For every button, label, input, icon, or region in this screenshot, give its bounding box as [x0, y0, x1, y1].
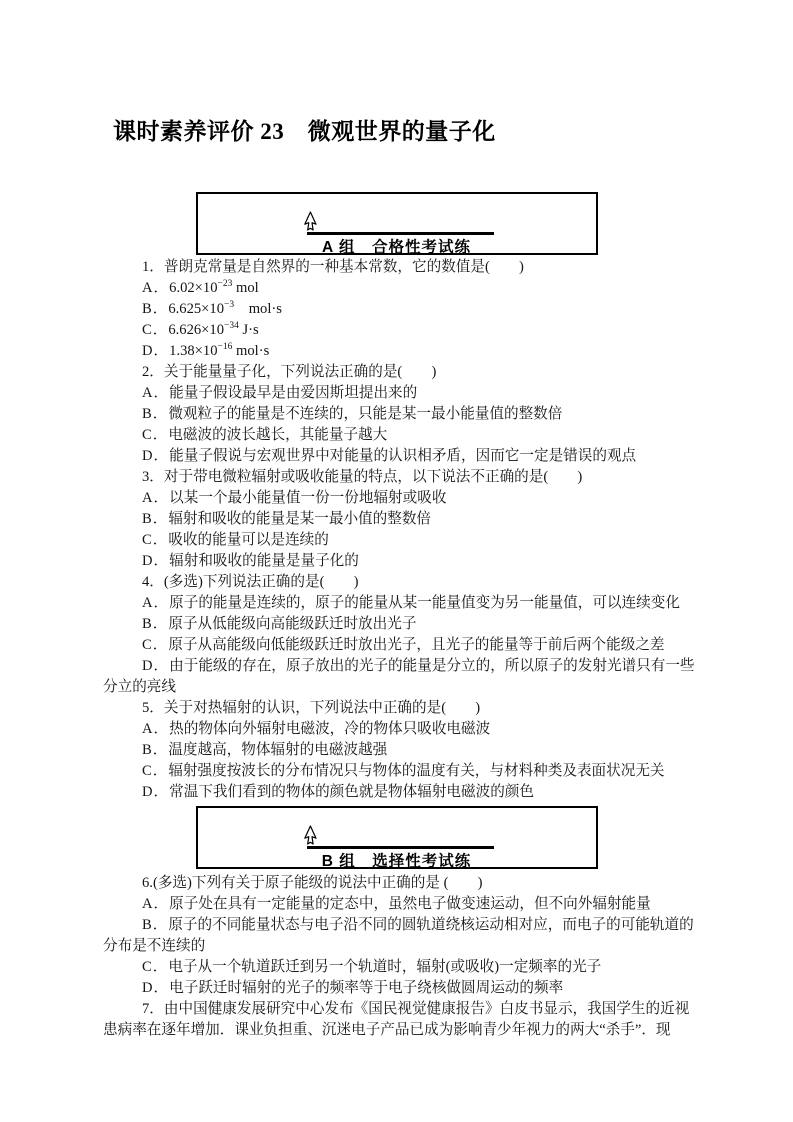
- option-value: 6.626×10: [168, 322, 224, 338]
- question-6-option-b: [103, 915, 699, 957]
- question-1-option-a: [103, 278, 699, 299]
- exponent: −16: [217, 342, 233, 353]
- question-5-option-b: [103, 740, 699, 761]
- option-label: C．: [142, 427, 169, 443]
- option-text: 温度越高，物体辐射的电磁波越强: [168, 742, 388, 758]
- option-text: 原子处在具有一定能量的定态中，虽然电子做变速运动，但不向外辐射能量: [169, 896, 651, 912]
- question-text: (多选)下列说法正确的是( ): [163, 574, 359, 590]
- option-text: 辐射和吸收的能量是某一最小值的整数倍: [168, 511, 432, 527]
- option-label: C．: [142, 532, 169, 548]
- question-number: 4．: [142, 574, 164, 590]
- option-label: B．: [142, 742, 169, 758]
- question-3-option-d: [103, 551, 699, 572]
- option-label: B．: [142, 616, 169, 632]
- exponent: −23: [217, 279, 233, 290]
- option-text: 原子的不同能量状态与电子沿不同的圆轨道绕核运动相对应，而电子的可能轨道的分布是不连续的: [103, 917, 694, 954]
- option-label: B．: [142, 511, 169, 527]
- option-label: B．: [142, 301, 169, 317]
- option-text: 微观粒子的能量是不连续的，只能是某一最小能量值的整数倍: [168, 406, 563, 422]
- option-label: C．: [142, 959, 169, 975]
- question-text: 关于能量量子化，下列说法正确的是( ): [163, 364, 437, 380]
- cursor-arrow-icon: [304, 825, 318, 846]
- question-4-option-b: [103, 614, 699, 635]
- question-2-option-a: [103, 383, 699, 404]
- question-text: 关于对热辐射的认识，下列说法中正确的是( ): [163, 700, 481, 716]
- option-text: 能量子假说与宏观世界中对能量的认识相矛盾，因而它一定是错误的观点: [169, 448, 637, 464]
- question-2-option-c: [103, 425, 699, 446]
- option-label: A．: [142, 595, 170, 611]
- option-label: D．: [142, 343, 170, 359]
- option-label: B．: [142, 406, 169, 422]
- exponent: −3: [224, 300, 235, 311]
- exponent: −34: [224, 321, 239, 332]
- question-text: 由中国健康发展研究中心发布《国民视觉健康报告》白皮书显示，我国学生的近视患病率在逐年增加．课业负担重、沉迷电子产品已成为影响青少年视力的两大“杀手”．现: [103, 1001, 690, 1038]
- question-2-option-b: [103, 404, 699, 425]
- page-title: 课时素养评价 23 微观世界的量子化: [113, 119, 496, 144]
- option-label: A．: [142, 896, 170, 912]
- question-5-option-a: [103, 719, 699, 740]
- option-label: A．: [142, 280, 170, 296]
- question-1-stem: [103, 257, 699, 278]
- option-text: 由于能级的存在，原子放出的光子的能量是分立的，所以原子的发射光谱只有一些分立的亮线: [103, 658, 695, 695]
- option-text: 原子从高能级向低能级跃迁时放出光子，且光子的能量等于前后两个能级之差: [168, 637, 665, 653]
- option-text: 电子跃迁时辐射的光子的频率等于电子绕核做圆周运动的频率: [169, 980, 564, 996]
- question-6-option-c: [103, 957, 699, 978]
- option-unit: mol·s: [234, 301, 282, 317]
- question-text: 对于带电微粒辐射或吸收能量的特点，以下说法不正确的是( ): [163, 469, 583, 485]
- option-label: B．: [142, 917, 169, 933]
- option-text: 原子的能量是连续的，原子的能量从某一能量值变为另一能量值，可以连续变化: [169, 595, 680, 611]
- option-label: C．: [142, 763, 169, 779]
- question-2-option-d: [103, 446, 699, 467]
- option-text: 电磁波的波长越长，其能量子越大: [168, 427, 388, 443]
- question-number: 6.: [142, 875, 153, 891]
- section-a-label: A 组 合格性考试练: [322, 239, 471, 256]
- question-number: 1．: [142, 259, 164, 275]
- option-label: D．: [142, 980, 170, 996]
- question-5-option-c: [103, 761, 699, 782]
- option-text: 以某一个最小能量值一份一份地辐射或吸收: [169, 490, 447, 506]
- question-text: 普朗克常量是自然界的一种基本常数，它的数值是( ): [163, 259, 524, 275]
- option-text: 原子从低能级向高能级跃迁时放出光子: [168, 616, 417, 632]
- question-4-stem: [103, 572, 699, 593]
- question-text: (多选)下列有关于原子能级的说法中正确的是 ( ): [152, 875, 483, 891]
- question-3-option-b: [103, 509, 699, 530]
- option-label: A．: [142, 385, 170, 401]
- cursor-arrow-icon: [304, 211, 318, 232]
- question-5-option-d: [103, 782, 699, 803]
- option-text: 热的物体向外辐射电磁波，冷的物体只吸收电磁波: [169, 721, 491, 737]
- option-unit: mol: [232, 280, 259, 296]
- option-value: 1.38×10: [169, 343, 218, 359]
- question-4-option-d: [103, 656, 699, 698]
- question-6-option-d: [103, 978, 699, 999]
- option-label: D．: [142, 658, 170, 674]
- option-text: 电子从一个轨道跃迁到另一个轨道时，辐射(或吸收)一定频率的光子: [168, 959, 602, 975]
- option-label: A．: [142, 490, 170, 506]
- option-label: C．: [142, 322, 169, 338]
- option-unit: mol·s: [232, 343, 270, 359]
- question-1-option-c: [103, 320, 699, 341]
- option-text: 常温下我们看到的物体的颜色就是物体辐射电磁波的颜色: [169, 784, 534, 800]
- option-value: 6.02×10: [169, 280, 218, 296]
- question-3-option-a: [103, 488, 699, 509]
- question-2-stem: [103, 362, 699, 383]
- section-a-banner: [196, 192, 598, 255]
- option-text: 辐射强度按波长的分布情况只与物体的温度有关，与材料种类及表面状况无关: [168, 763, 665, 779]
- section-b-banner: [196, 806, 598, 869]
- option-label: A．: [142, 721, 170, 737]
- option-text: 辐射和吸收的能量是量子化的: [169, 553, 359, 569]
- section-b-label: B 组 选择性考试练: [321, 853, 472, 870]
- worksheet-body: [0, 257, 793, 803]
- option-label: D．: [142, 448, 170, 464]
- question-6-stem: [103, 873, 699, 894]
- question-3-option-c: [103, 530, 699, 551]
- question-5-stem: [103, 698, 699, 719]
- question-1-option-b: [103, 299, 699, 320]
- option-text: 吸收的能量可以是连续的: [168, 532, 329, 548]
- option-text: 能量子假设最早是由爱因斯坦提出来的: [169, 385, 418, 401]
- question-number: 7．: [142, 1001, 164, 1017]
- option-label: D．: [142, 784, 170, 800]
- option-value: 6.625×10: [168, 301, 224, 317]
- worksheet-body-b: [0, 873, 793, 1041]
- question-6-option-a: [103, 894, 699, 915]
- question-4-option-c: [103, 635, 699, 656]
- question-number: 3．: [142, 469, 164, 485]
- option-label: D．: [142, 553, 170, 569]
- question-number: 5．: [142, 700, 164, 716]
- question-4-option-a: [103, 593, 699, 614]
- option-label: C．: [142, 637, 169, 653]
- question-1-option-d: [103, 341, 699, 362]
- question-7-stem: [103, 999, 699, 1041]
- option-unit: J·s: [238, 322, 259, 338]
- question-number: 2．: [142, 364, 164, 380]
- question-3-stem: [103, 467, 699, 488]
